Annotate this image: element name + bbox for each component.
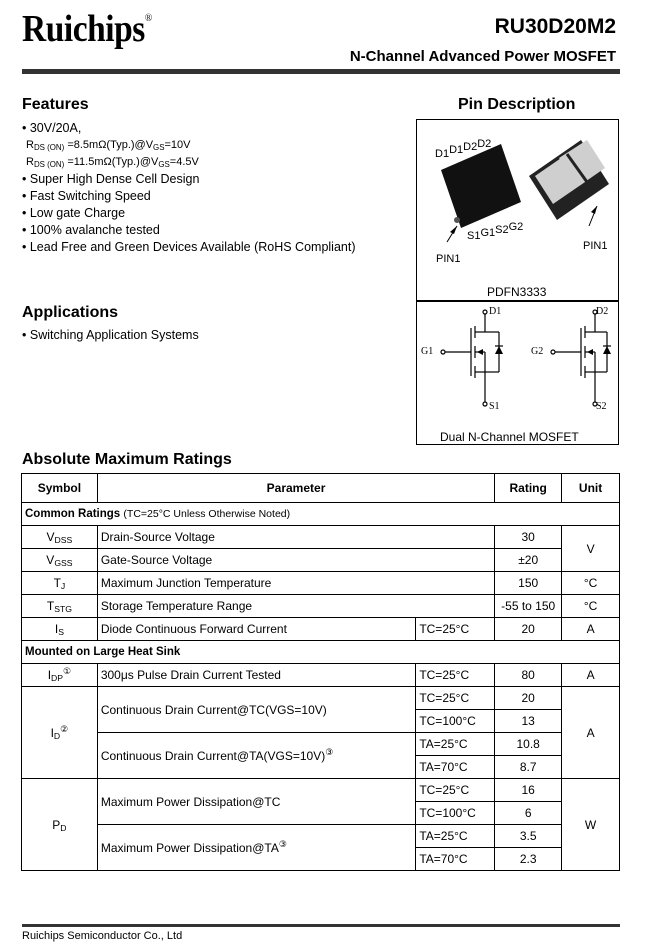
section-row-common: Common Ratings (TC=25°C Unless Otherwise Noted)	[22, 503, 620, 526]
table-row: TA=70°C 8.7	[22, 756, 620, 779]
header-symbol: Symbol	[22, 474, 98, 503]
section-row-heatsink: Mounted on Large Heat Sink	[22, 641, 620, 664]
package-drawing	[417, 120, 617, 300]
pin1-label-right: PIN1	[583, 240, 608, 252]
schematic-s2-label: S2	[596, 401, 607, 412]
page-subtitle: N-Channel Advanced Power MOSFET	[349, 48, 616, 65]
feature-item: • 100% avalanche tested	[22, 223, 160, 237]
footer-text: Ruichips Semiconductor Co., Ltd	[22, 930, 183, 942]
table-row: TC=100°C 13	[22, 710, 620, 733]
feature-item: • Lead Free and Green Devices Available (RoHS Compliant)	[22, 240, 356, 254]
feature-item: • 30V/20A,	[22, 121, 82, 135]
schematic-s1-label: S1	[489, 401, 500, 412]
schematic-g1-label: G1	[421, 346, 434, 357]
schematic-caption: Dual N-Channel MOSFET	[440, 430, 579, 444]
header-rule	[22, 69, 620, 74]
mosfet-1-symbol-icon	[441, 310, 503, 406]
features-list	[22, 120, 356, 256]
table-row: Maximum Power Dissipation@TA③ TA=25°C 3.5	[22, 825, 620, 848]
pin-description-heading: Pin Description	[458, 96, 576, 113]
feature-item: • Low gate Charge	[22, 206, 126, 220]
table-row: Continuous Drain Current@TA(VGS=10V)③ TA=25°C 10.8	[22, 733, 620, 756]
brand-logo: Ruichips®	[22, 8, 152, 50]
pin-description-box	[416, 119, 619, 445]
ratings-table	[21, 473, 620, 871]
header-parameter: Parameter	[97, 474, 494, 503]
part-number: RU30D20M2	[494, 15, 616, 38]
dual-mosfet-schematic	[417, 302, 617, 432]
package-bottom-view-icon	[529, 140, 609, 220]
features-heading: Features	[22, 96, 89, 113]
footer-rule	[22, 924, 620, 927]
table-header-row	[22, 474, 620, 503]
table-row: $V_{GSS}$ Gate-Source Voltage ±20	[22, 549, 620, 572]
applications-heading: Applications	[22, 304, 119, 321]
feature-item: • Super High Dense Cell Design	[22, 172, 200, 186]
pin1-label-left: PIN1	[436, 253, 461, 265]
schematic-d2-label: D2	[596, 306, 609, 317]
header-rating: Rating	[495, 474, 562, 503]
feature-item: • Fast Switching Speed	[22, 189, 151, 203]
table-row: TC=100°C 6	[22, 802, 620, 825]
bottom-pin-labels: S1G1S2G2	[467, 221, 524, 242]
rds-spec-2: $R_{DS (ON)}$ $=11.5m\Omega(Typ.)@V_{GS}=4.5V$	[26, 156, 199, 169]
ratings-heading: Absolute Maximum Ratings	[22, 451, 232, 468]
applications-list: • Switching Application Systems	[22, 328, 199, 342]
table-row: $T_J$ Maximum Junction Temperature 150 °C	[22, 572, 620, 595]
package-name: PDFN3333	[487, 285, 547, 299]
mosfet-2-symbol-icon	[551, 310, 611, 406]
table-row: $T_{STG}$ Storage Temperature Range -55 to 150 °C	[22, 595, 620, 618]
rds-spec-1: $R_{DS (ON)}$ $=8.5m\Omega(Typ.)@V_{GS}=10V$	[26, 139, 191, 152]
schematic-g2-label: G2	[531, 346, 544, 357]
table-row: $I_{DP}^①$ 300μs Pulse Drain Current Tested TC=25°C 80 A	[22, 664, 620, 687]
table-row: $I_D^②$ Continuous Drain Current@TC(VGS=10V) TC=25°C 20 A	[22, 687, 620, 710]
table-row: $V_{DSS}$ Drain-Source Voltage 30 V	[22, 526, 620, 549]
header-unit: Unit	[562, 474, 620, 503]
table-row: TA=70°C 2.3	[22, 848, 620, 871]
schematic-d1-label: D1	[489, 306, 502, 317]
table-row: $P_D$ Maximum Power Dissipation@TC TC=25°C 16 W	[22, 779, 620, 802]
table-row: $I_S$ Diode Continuous Forward Current TC=25°C 20 A	[22, 618, 620, 641]
top-pin-labels: D1D1D2D2	[435, 138, 492, 160]
